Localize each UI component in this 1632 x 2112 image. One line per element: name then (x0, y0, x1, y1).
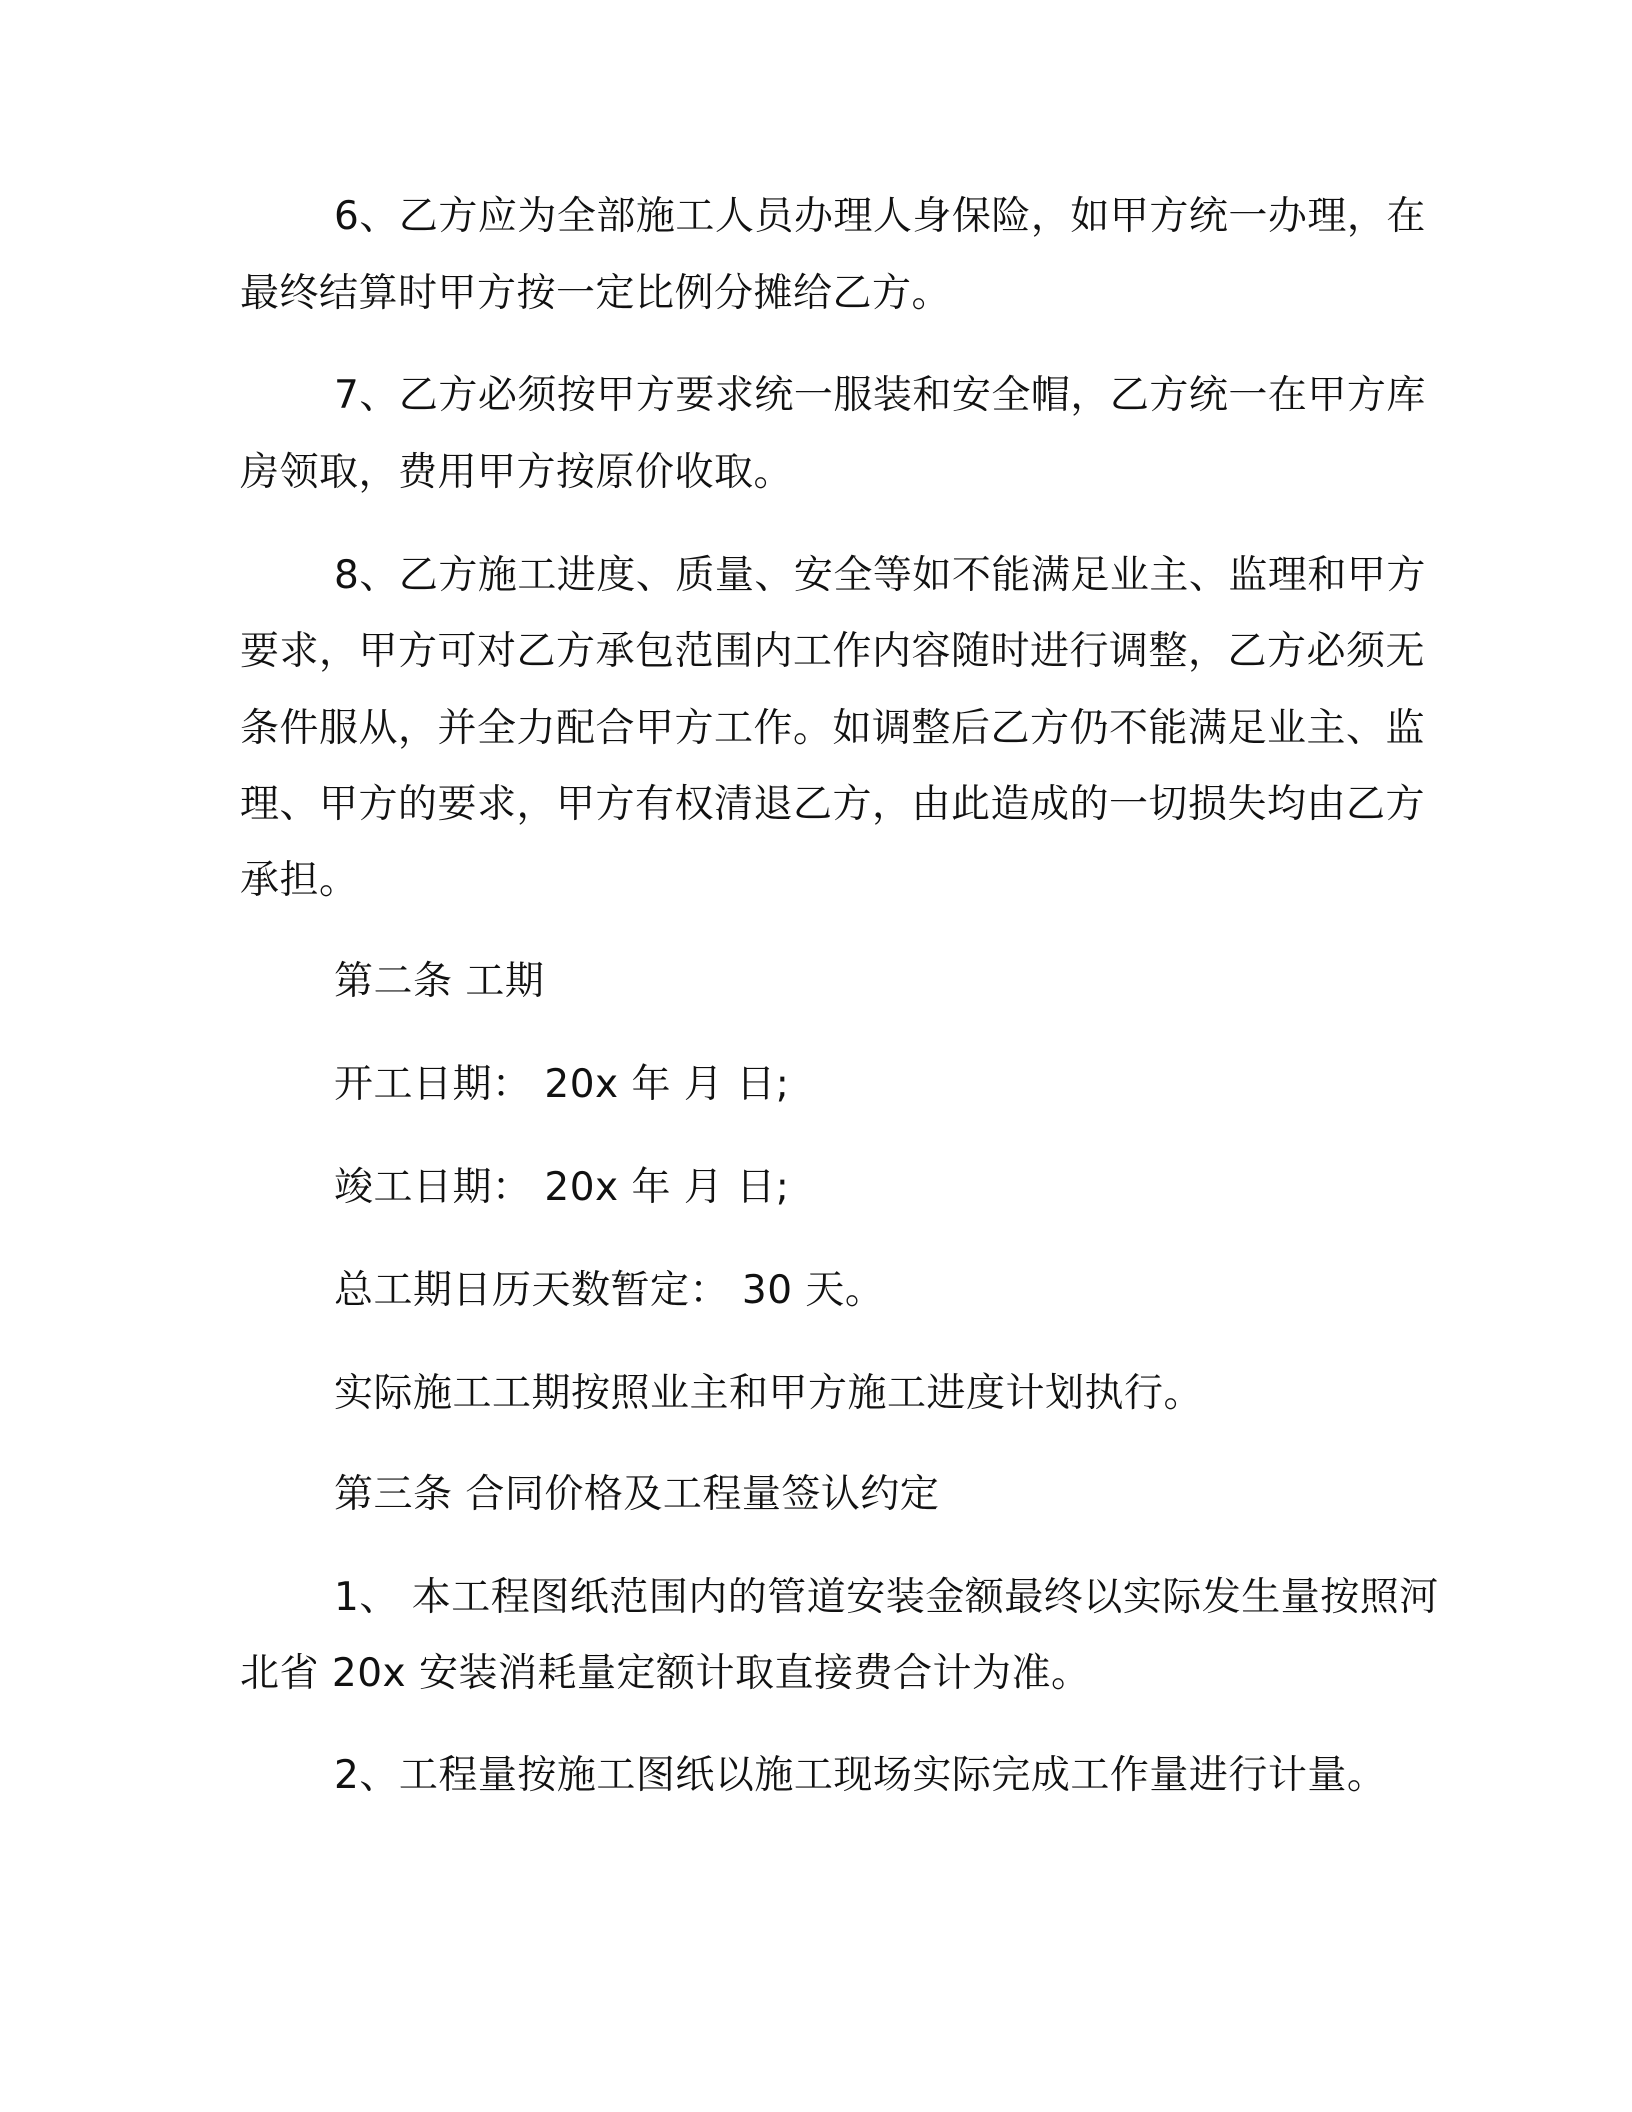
total-days: 总工期日历天数暂定： 30 天。 (334, 1268, 885, 1313)
paragraph-8-line-5: 承担。 (240, 858, 359, 903)
paragraph-6-line-1: 6、乙方应为全部施工人员办理人身保险，如甲方统一办理，在 (334, 194, 1426, 239)
paragraph-7-line-2: 房领取，费用甲方按原价收取。 (240, 450, 794, 495)
article-2-title: 第二条 工期 (334, 959, 545, 1004)
paragraph-7-line-1: 7、乙方必须按甲方要求统一服装和安全帽，乙方统一在甲方库 (334, 373, 1426, 418)
item-1-line-2: 北省 20x 安装消耗量定额计取直接费合计为准。 (240, 1651, 1091, 1696)
start-date: 开工日期： 20x 年 月 日; (334, 1062, 790, 1107)
paragraph-8-line-2: 要求，甲方可对乙方承包范围内工作内容随时进行调整，乙方必须无 (240, 629, 1426, 674)
article-3-title: 第三条 合同价格及工程量签认约定 (334, 1472, 940, 1517)
paragraph-8-line-3: 条件服从，并全力配合甲方工作。如调整后乙方仍不能满足业主、监 (240, 706, 1426, 751)
paragraph-6-line-2: 最终结算时甲方按一定比例分摊给乙方。 (240, 271, 952, 316)
item-1-line-1: 1、 本工程图纸范围内的管道安装金额最终以实际发生量按照河 (334, 1575, 1439, 1620)
actual-period: 实际施工工期按照业主和甲方施工进度计划执行。 (334, 1371, 1204, 1416)
end-date: 竣工日期： 20x 年 月 日; (334, 1165, 790, 1210)
item-2: 2、工程量按施工图纸以施工现场实际完成工作量进行计量。 (334, 1753, 1387, 1798)
paragraph-8-line-4: 理、甲方的要求，甲方有权清退乙方，由此造成的一切损失均由乙方 (240, 782, 1426, 827)
paragraph-8-line-1: 8、乙方施工进度、质量、安全等如不能满足业主、监理和甲方 (334, 553, 1426, 598)
